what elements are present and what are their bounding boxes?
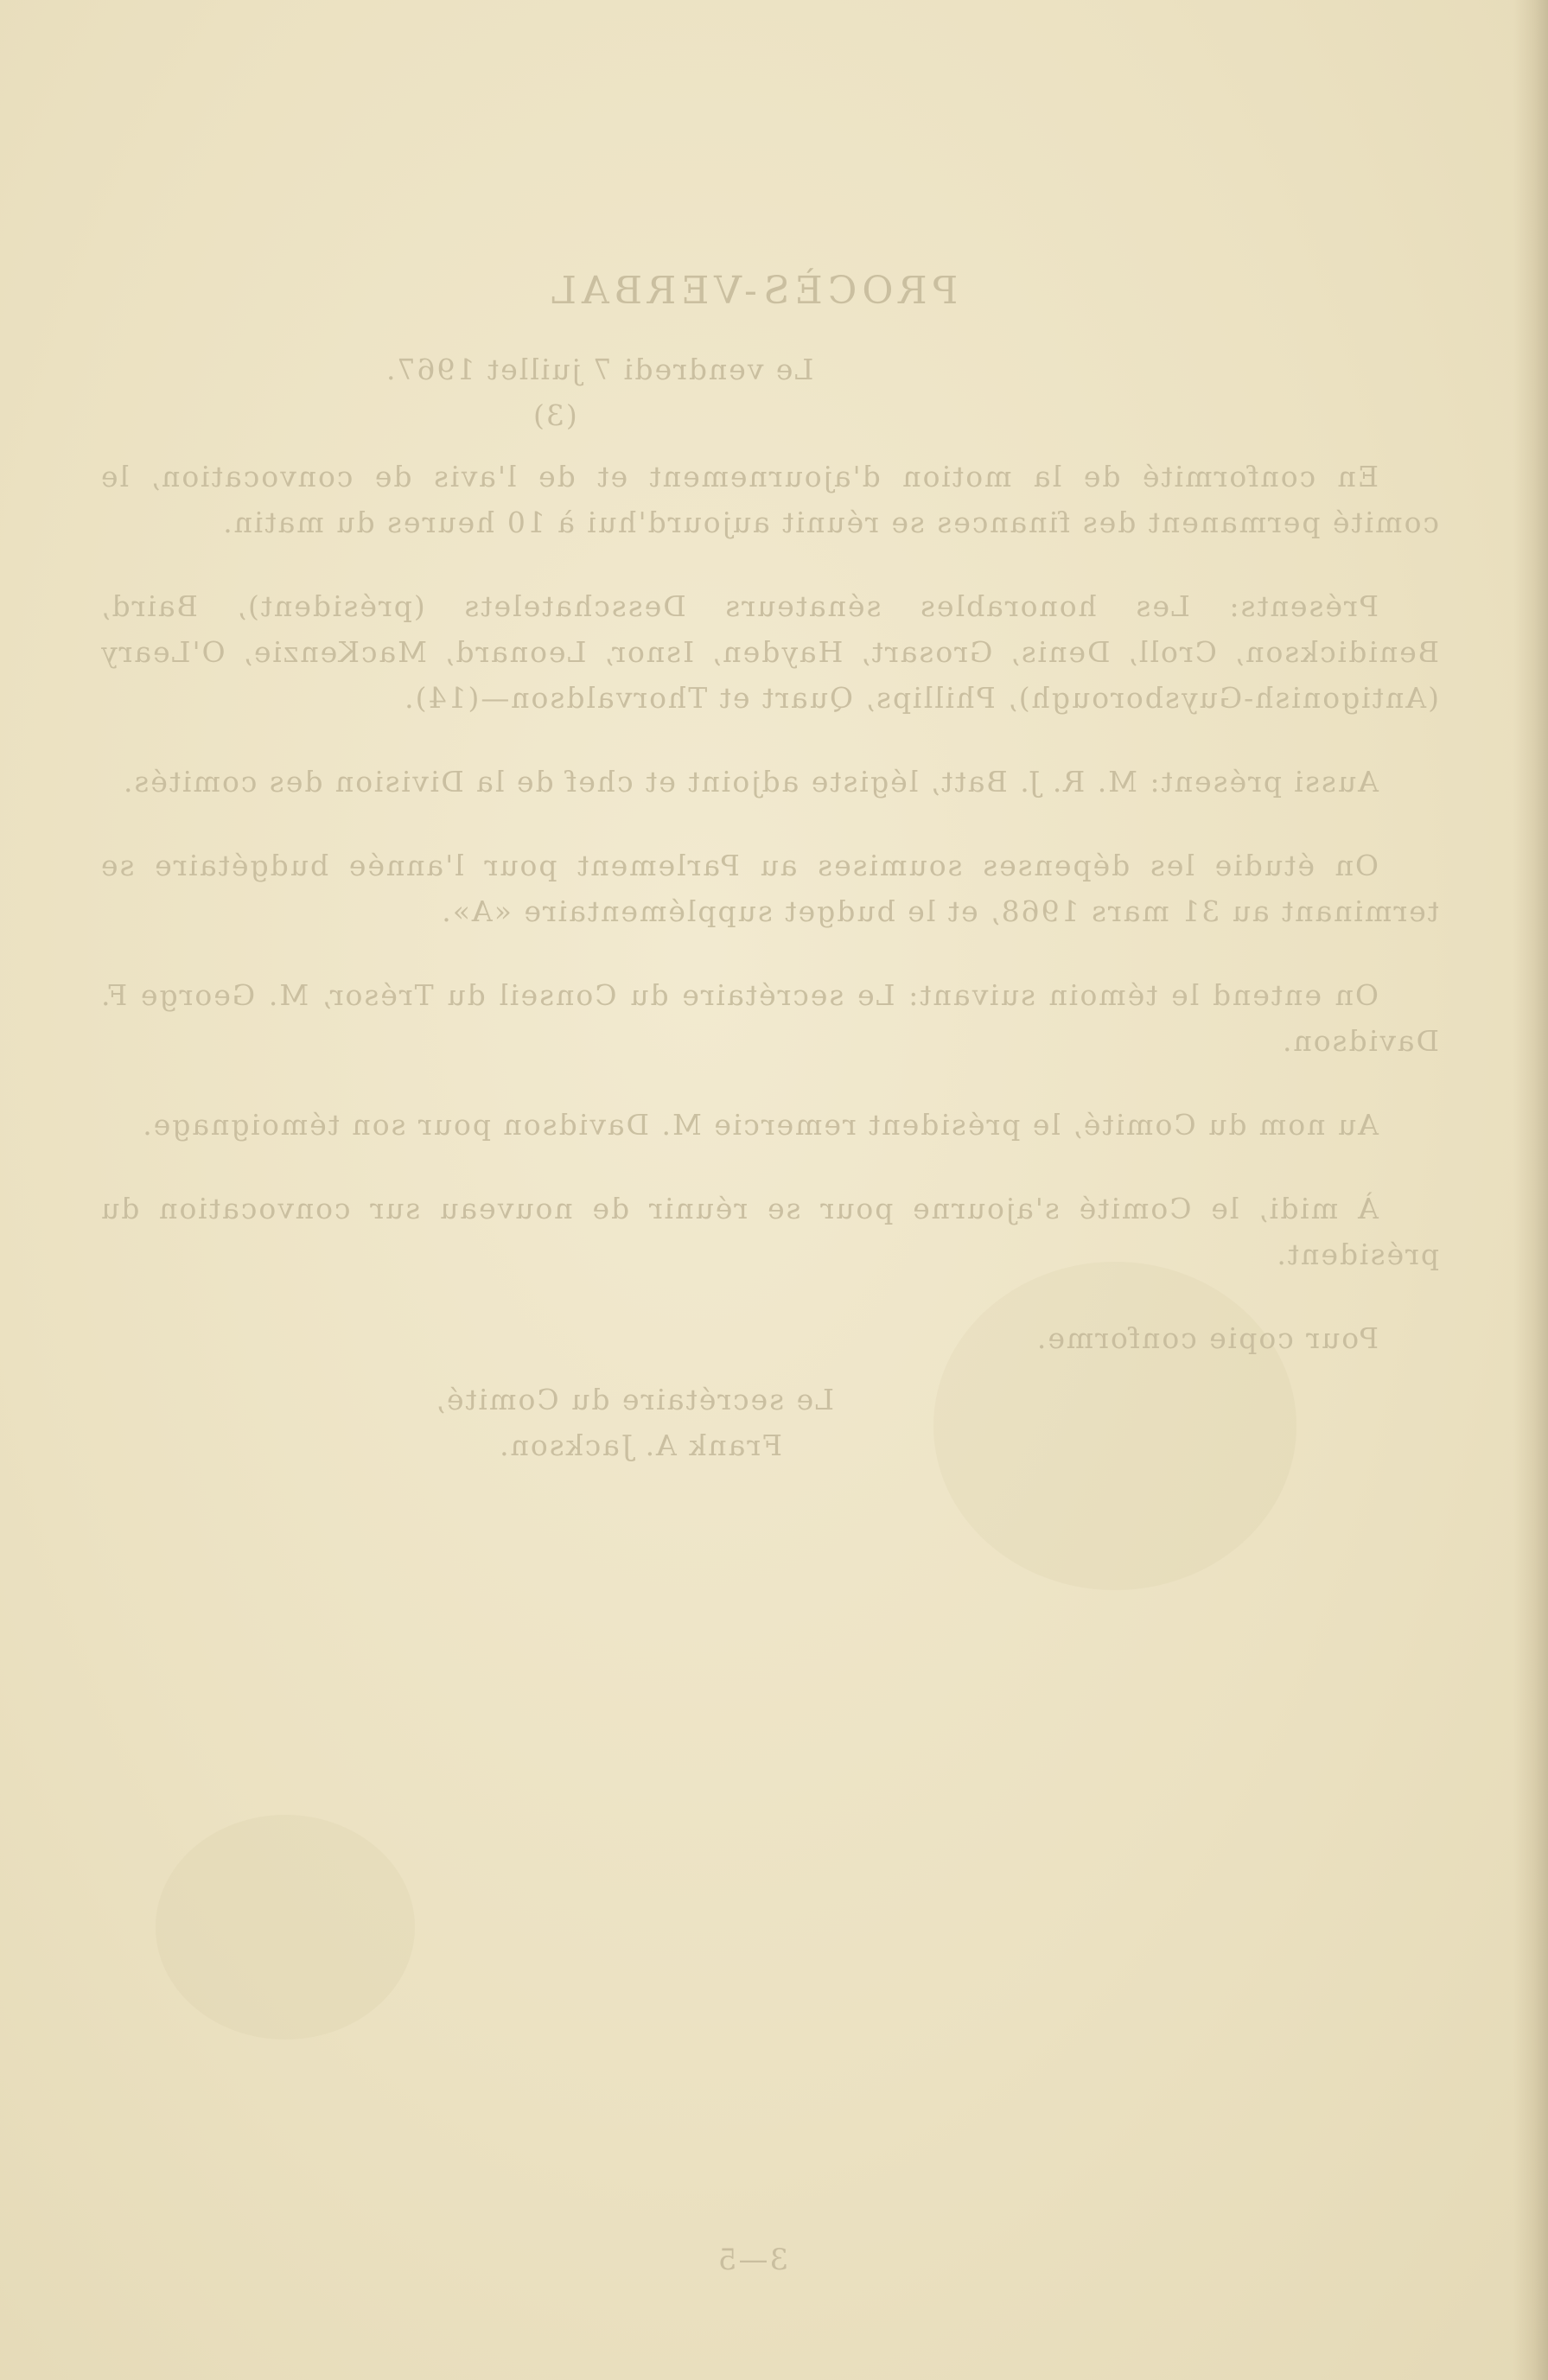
paragraph: Pour copie conforme. xyxy=(1035,1321,1379,1355)
paragraph: Au nom du Comité, le président remercie M. Davidson pour son témoignage. xyxy=(141,1108,1379,1142)
signature-title: Le secrétaire du Comité, xyxy=(434,1383,834,1416)
signature-name: Frank A. Jackson. xyxy=(498,1429,782,1462)
paragraph: Présents: Les honorables sénateurs Desschatelets (président), Baird, Benidickson, Croll, Denis, Grosart, Hayden, Isnor, Leonard, MacKenzie, O'Leary (Antigonish-Guysborough), Phillips, Quart et Thorvaldson—(14). xyxy=(99,589,1439,715)
page-number: 3—5 xyxy=(716,2243,789,2277)
paragraph: On étudie les dépenses soumises au Parlement pour l'année budgétaire se terminant au 31 mars 1968, et le budget supplémentaire «A». xyxy=(99,849,1439,928)
text-block xyxy=(99,268,1439,1468)
document-title: PROCÈS-VERBAL xyxy=(545,269,959,313)
document-date: Le vendredi 7 juillet 1967. xyxy=(385,353,814,386)
paragraph: On entend le témoin suivant: Le secrétaire du Conseil du Trésor, M. George F. Davidson. xyxy=(99,978,1439,1058)
paragraph: En conformité de la motion d'ajournement et de l'avis de convocation, le comité permanent des finances se réunit aujourd'hui à 10 heures du matin. xyxy=(99,460,1439,539)
document-number: (3) xyxy=(532,398,577,432)
paragraph: Aussi présent: M. R. J. Batt, légiste adjoint et chef de la Division des comités. xyxy=(121,765,1379,799)
paragraph: À midi, le Comité s'ajourne pour se réunir de nouveau sur convocation du président. xyxy=(99,1192,1439,1271)
